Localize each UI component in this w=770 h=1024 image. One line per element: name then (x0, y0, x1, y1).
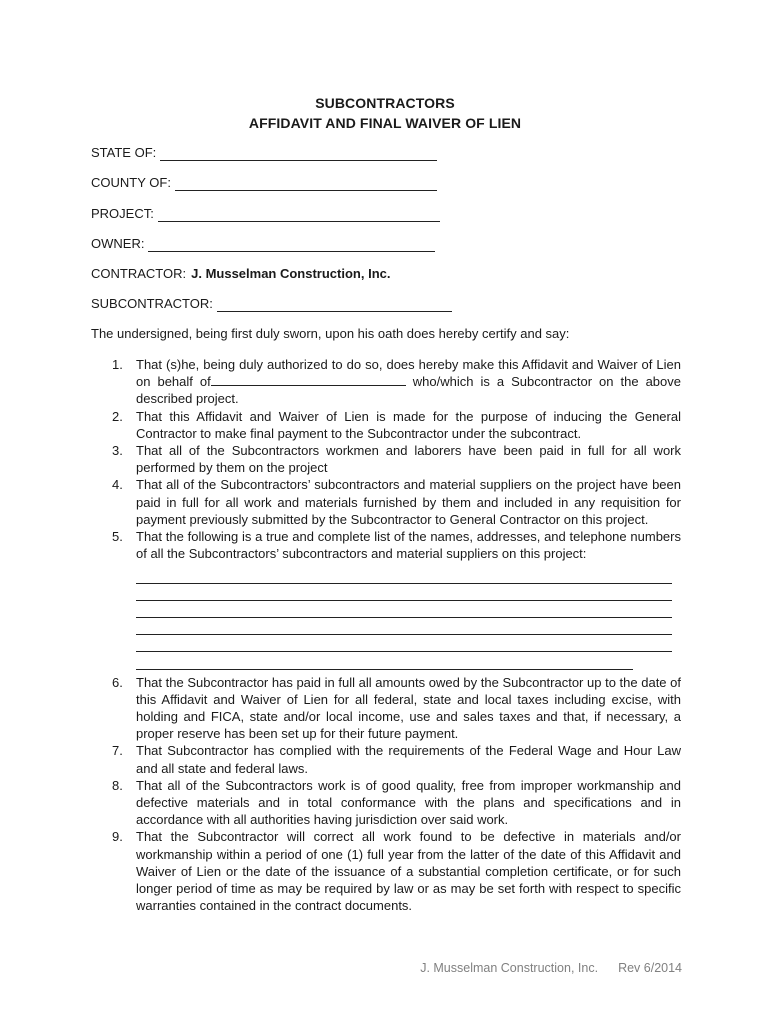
owner-blank[interactable] (148, 238, 435, 252)
list-item (91, 476, 681, 528)
contractor-label: CONTRACTOR: (91, 266, 187, 281)
title-line-2: AFFIDAVIT AND FINAL WAIVER OF LIEN (248, 115, 522, 131)
state-label: STATE OF: (91, 145, 157, 160)
project-blank[interactable] (158, 208, 440, 222)
item-text: That all of the Subcontractors’ subcontractors and material suppliers on the project have been paid in full for all work and materials furnished by them and included in any requisition for payment previously submitted by the Subcontractor to General Contractor on this project. (136, 477, 681, 527)
project-field (91, 206, 440, 222)
item-text: That all of the Subcontractors workmen and laborers have been paid in full for all work performed by them on the project (136, 443, 681, 476)
item-number: 5. (112, 529, 123, 545)
supplier-blank-line[interactable] (136, 566, 672, 583)
item-number: 6. (112, 674, 123, 690)
on-behalf-of-blank[interactable] (211, 373, 406, 386)
supplier-blank-line[interactable] (136, 635, 672, 652)
footer-revision: Rev 6/2014 (618, 961, 682, 975)
item-number: 3. (112, 443, 123, 459)
item-text: That the following is a true and complete list of the names, addresses, and telephone numbers of all the Subcontractors’ subcontractors and material suppliers on this project: (136, 529, 681, 562)
list-item (91, 674, 681, 743)
item-text: That the Subcontractor will correct all work found to be defective in materials and/or workmanship within a period of one (1) full year from the latter of the date of this Affidavit and Waiver of Lien or the date of the issuance of a substantial completion certificate, or for such longer period of time as may be required by law or as may be set forth with respect to specific warranties contained in the contract documents. (136, 829, 681, 914)
list-item (91, 742, 681, 776)
supplier-blank-line[interactable] (136, 584, 672, 601)
owner-label: OWNER: (91, 236, 145, 251)
footer-company: J. Musselman Construction, Inc. (420, 961, 599, 975)
list-item (91, 356, 681, 408)
item-number: 7. (112, 743, 123, 759)
page-footer (420, 961, 682, 975)
item-text: who/which is a Subcontractor on the above described project. (136, 374, 682, 407)
state-blank[interactable] (160, 147, 437, 161)
subcontractor-blank[interactable] (217, 298, 452, 312)
item-text: That (s)he, being duly authorized to do so, does hereby make this Affidavit and Waiver of Lien on behalf of (136, 357, 681, 390)
item-number: 9. (112, 829, 123, 845)
item-number: 2. (112, 408, 123, 424)
item-number: 4. (112, 477, 123, 493)
supplier-list-blanks (136, 566, 681, 669)
county-label: COUNTY OF: (91, 175, 171, 190)
contractor-value: J. Musselman Construction, Inc. (191, 266, 391, 281)
title-line-1: SUBCONTRACTORS (315, 95, 455, 111)
list-item (91, 408, 681, 442)
state-field (91, 145, 437, 161)
list-item (91, 777, 681, 829)
supplier-blank-line[interactable] (136, 618, 672, 635)
subcontractor-label: SUBCONTRACTOR: (91, 296, 213, 311)
item-text: That Subcontractor has complied with the requirements of the Federal Wage and Hour Law and all state and federal laws. (136, 743, 681, 776)
supplier-blank-line[interactable] (136, 601, 672, 618)
list-item (91, 828, 681, 914)
item-number: 8. (112, 777, 123, 793)
subcontractor-field (91, 296, 452, 312)
county-blank[interactable] (175, 177, 437, 191)
contractor-field (91, 266, 390, 282)
item-text: That this Affidavit and Waiver of Lien is made for the purpose of inducing the General Contractor to make final payment to the Subcontractor under the subcontract. (136, 408, 681, 441)
supplier-blank-line[interactable] (136, 652, 633, 669)
owner-field (91, 236, 435, 252)
affidavit-items (91, 356, 681, 914)
county-field (91, 175, 437, 191)
item-text: That all of the Subcontractors work is of good quality, free from improper workmanship and defective materials and in total conformance with the plans and specifications and in accordance with all authorities having jurisdiction over said work. (136, 777, 681, 828)
project-label: PROJECT: (91, 206, 154, 221)
list-item (91, 528, 681, 670)
intro-statement: The undersigned, being first duly sworn, upon his oath does hereby certify and say: (91, 326, 570, 341)
item-number: 1. (112, 357, 123, 372)
item-text: That the Subcontractor has paid in full all amounts owed by the Subcontractor up to the date of this Affidavit and Waiver of Lien for all federal, state and local taxes including excise, with holding and FICA, state and/or local income, use and sales taxes and that, if necessary, a proper reserve has been set up for their future payment. (136, 674, 681, 742)
list-item (91, 442, 681, 476)
